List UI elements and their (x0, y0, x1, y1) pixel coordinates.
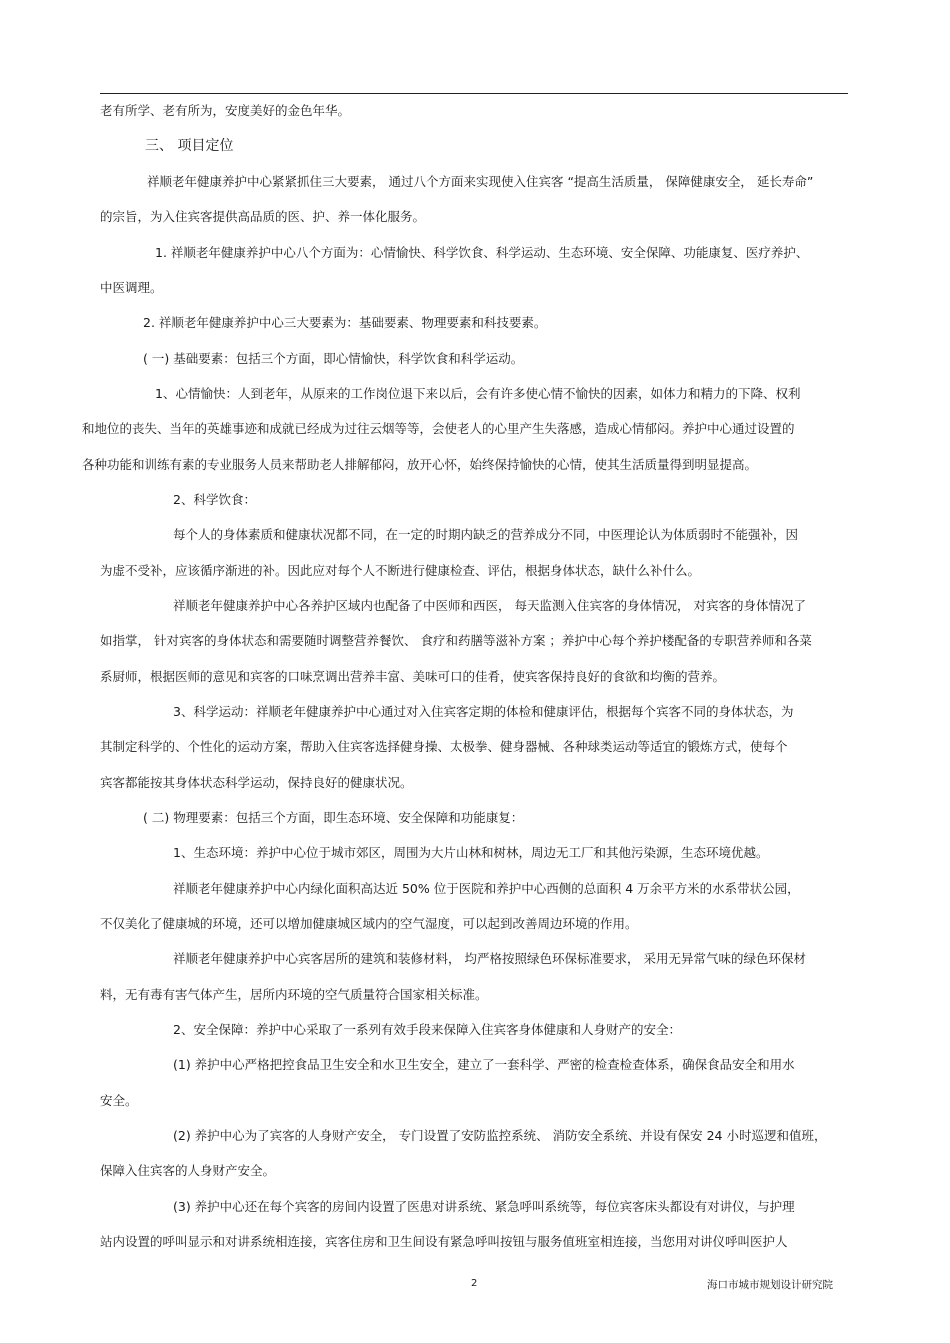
text-line: 祥顺老年健康养护中心宾客居所的建筑和装修材料， 均严格按照绿色环保标准要求， 采用无异常气味的绿色环保材 (173, 951, 806, 966)
page-number: 2 (471, 1278, 478, 1289)
text-line: 保障入住宾客的人身财产安全。 (100, 1163, 276, 1178)
text-line: ( 一) 基础要素：包括三个方面，即心情愉快，科学饮食和科学运动。 (143, 351, 524, 366)
text-line: 祥顺老年健康养护中心各养护区域内也配备了中医师和西医， 每天监测入住宾客的身体情况， 对宾客的身体情况了 (173, 598, 806, 613)
text-line: 各种功能和训练有素的专业服务人员来帮助老人排解郁闷，放开心怀，始终保持愉快的心情，使其生活质量得到明显提高。 (82, 457, 758, 472)
text-line: 如指掌， 针对宾客的身体状态和需要随时调整营养餐饮、 食疗和药膳等滋补方案 ；养护中心每个养护楼配备的专职营养师和各菜 (100, 633, 812, 648)
text-line: 老有所学、老有所为，安度美好的金色年华。 (100, 103, 351, 118)
text-line: ( 二) 物理要素：包括三个方面，即生态环境、安全保障和功能康复： (143, 810, 524, 825)
text-line: 其制定科学的、个性化的运动方案，帮助入住宾客选择健身操、太极拳、健身器械、各种球类运动等适宜的锻炼方式，使每个 (100, 739, 788, 754)
header-rule (100, 93, 848, 94)
text-line: (1) 养护中心严格把控食品卫生安全和水卫生安全，建立了一套科学、严密的检查检查体系，确保食品安全和用水 (173, 1057, 795, 1072)
text-line: 系厨师，根据医师的意见和宾客的口味烹调出营养丰富、美味可口的佳肴，使宾客保持良好的食欲和均衡的营养。 (100, 669, 726, 684)
text-line: 安全。 (100, 1093, 138, 1108)
text-line: (3) 养护中心还在每个宾客的房间内设置了医患对讲系统、紧急呼叫系统等，每位宾客床头都设有对讲仪，与护理 (173, 1199, 795, 1214)
text-line: 的宗旨，为入住宾客提供高品质的医、护、养一体化服务。 (100, 209, 426, 224)
text-line: 1、心情愉快：人到老年，从原来的工作岗位退下来以后，会有许多使心情不愉快的因素，如体力和精力的下降、权利 (155, 386, 801, 401)
text-line: 每个人的身体素质和健康状况都不同，在一定的时期内缺乏的营养成分不同，中医理论认为体质弱时不能强补，因 (173, 527, 799, 542)
footer-organization: 海口市城市规划设计研究院 (707, 1279, 833, 1291)
text-line: 2. 祥顺老年健康养护中心三大要素为：基础要素、物理要素和科技要素。 (143, 315, 547, 330)
text-line: 不仅美化了健康城的环境，还可以增加健康城区域内的空气湿度，可以起到改善周边环境的作用。 (100, 916, 638, 931)
text-line: 和地位的丧失、当年的英雄事迹和成就已经成为过往云烟等等，会使老人的心里产生失落感，造成心情郁闷。养护中心通过设置的 (82, 421, 795, 436)
text-line: 祥顺老年健康养护中心紧紧抓住三大要素， 通过八个方面来实现使入住宾客 “提高生活质量， 保障健康安全， 延长寿命” (147, 174, 814, 189)
text-line: 料，无有毒有害气体产生，居所内环境的空气质量符合国家相关标准。 (100, 987, 488, 1002)
text-line: 1. 祥顺老年健康养护中心八个方面为：心情愉快、科学饮食、科学运动、生态环境、安全保障、功能康复、医疗养护、 (155, 245, 809, 260)
text-line: 中医调理。 (100, 280, 163, 295)
text-line: 宾客都能按其身体状态科学运动，保持良好的健康状况。 (100, 775, 413, 790)
text-line: (2) 养护中心为了宾客的人身财产安全， 专门设置了安防监控系统、 消防安全系统、并设有保安 24 小时巡逻和值班， (173, 1128, 827, 1143)
section-heading: 三、 项目定位 (145, 138, 234, 154)
text-line: 1、生态环境：养护中心位于城市郊区，周围为大片山林和树林，周边无工厂和其他污染源，生态环境优越。 (173, 845, 769, 860)
text-line: 3、科学运动：祥顺老年健康养护中心通过对入住宾客定期的体检和健康评估，根据每个宾客不同的身体状态，为 (173, 704, 794, 719)
text-line: 2、科学饮食： (173, 492, 256, 507)
text-line: 祥顺老年健康养护中心内绿化面积高达近 50% 位于医院和养护中心西侧的总面积 4 万余平方米的水系带状公园， (173, 881, 800, 896)
text-line: 2、安全保障：养护中心采取了一系列有效手段来保障入住宾客身体健康和人身财产的安全： (173, 1022, 681, 1037)
text-line: 为虚不受补，应该循序渐进的补。因此应对每个人不断进行健康检查、评估，根据身体状态，缺什么补什么。 (100, 563, 701, 578)
text-line: 站内设置的呼叫显示和对讲系统相连接，宾客住房和卫生间设有紧急呼叫按钮与服务值班室相连接，当您用对讲仪呼叫医护人 (100, 1234, 788, 1249)
